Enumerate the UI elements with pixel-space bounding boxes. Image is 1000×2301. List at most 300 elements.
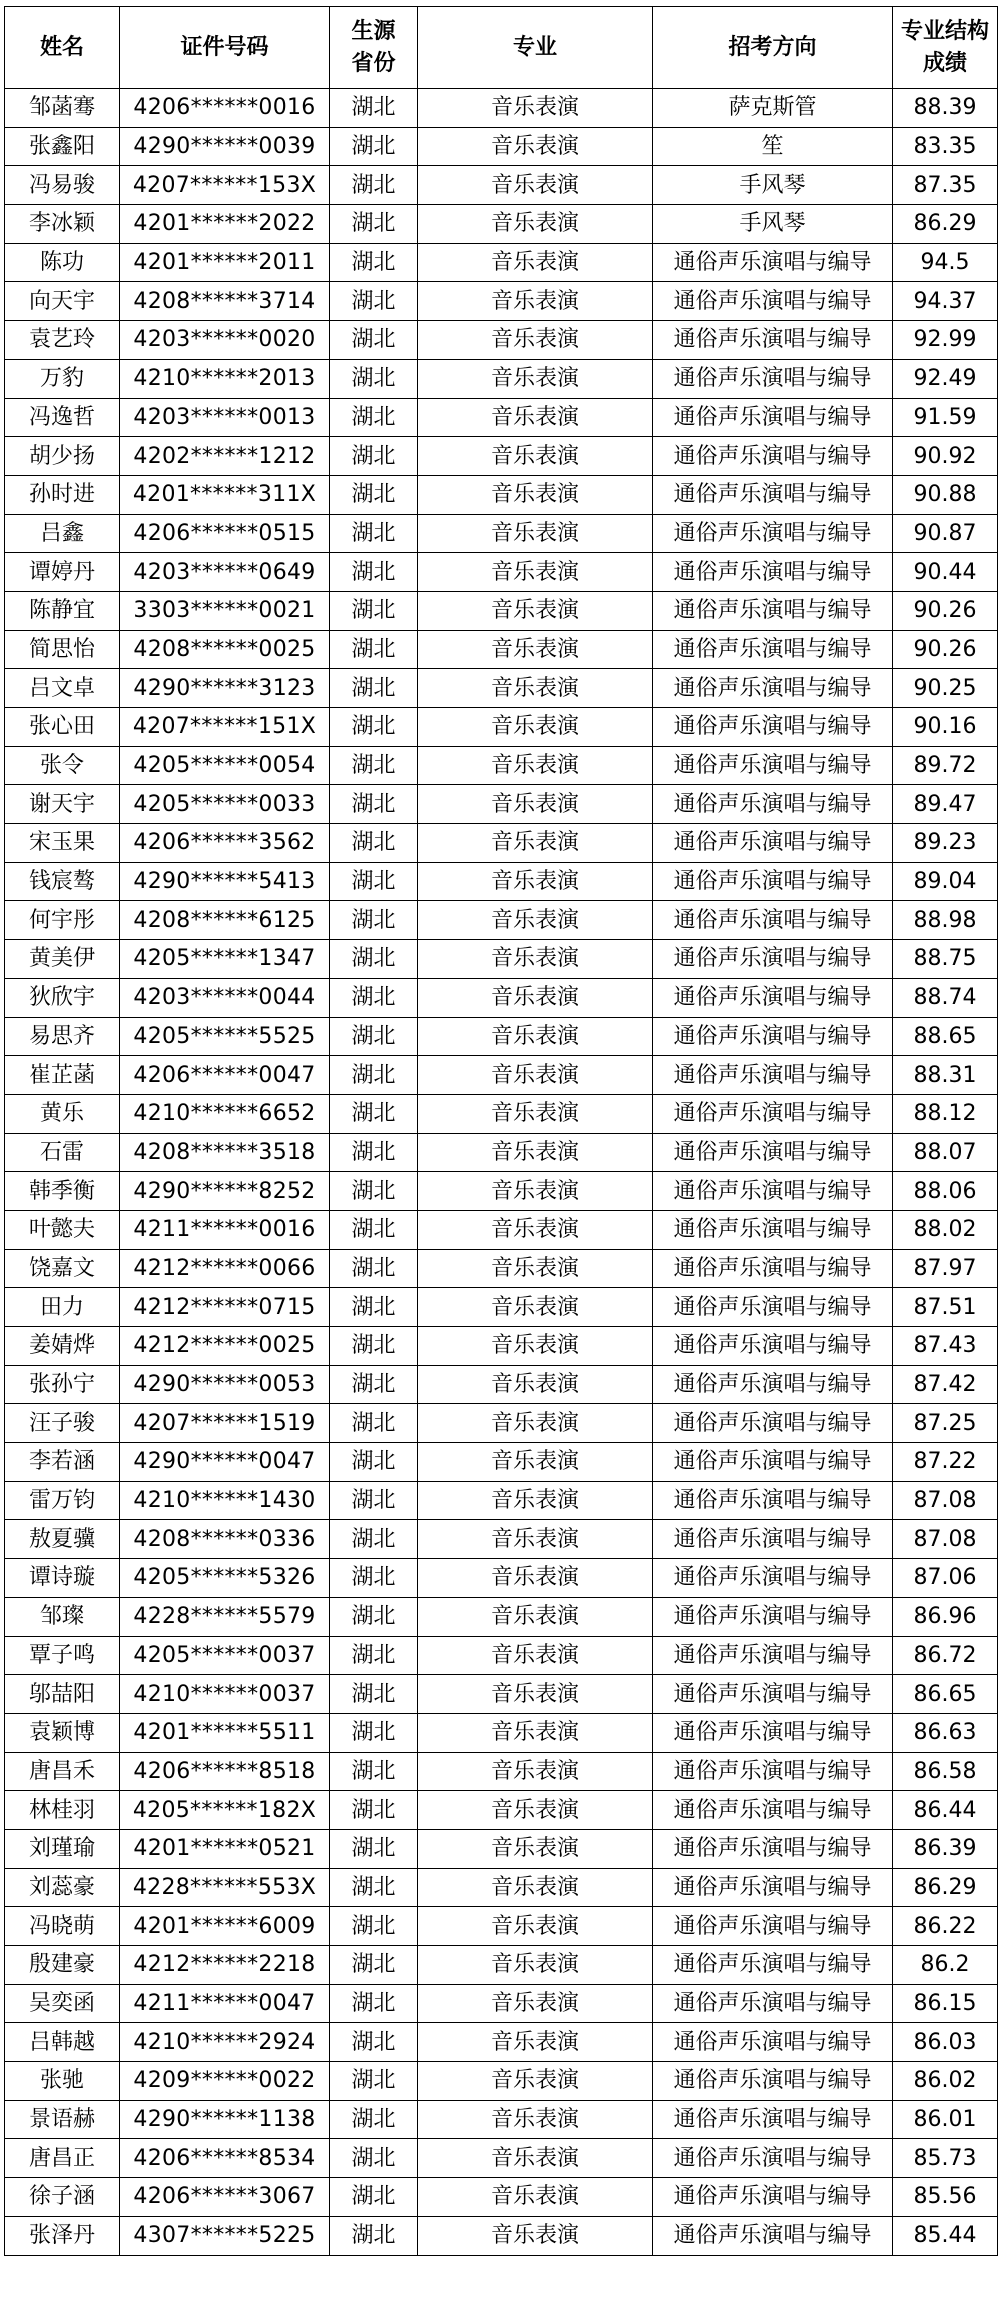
cell-score: 86.15 [893, 1984, 998, 2023]
cell-direction: 通俗声乐演唱与编导 [653, 1249, 893, 1288]
cell-name: 冯易骏 [5, 166, 120, 205]
cell-province: 湖北 [330, 1559, 418, 1598]
cell-direction: 通俗声乐演唱与编导 [653, 282, 893, 321]
table-row [5, 940, 998, 979]
table-row [5, 591, 998, 630]
cell-id: 4206******0047 [120, 1056, 330, 1095]
cell-name: 唐昌禾 [5, 1752, 120, 1791]
header-major: 专业 [418, 7, 653, 89]
cell-direction: 通俗声乐演唱与编导 [653, 243, 893, 282]
table-row [5, 359, 998, 398]
cell-province: 湖北 [330, 166, 418, 205]
cell-name: 向天宇 [5, 282, 120, 321]
cell-id: 4290******1138 [120, 2100, 330, 2139]
header-id: 证件号码 [120, 7, 330, 89]
table-row [5, 1133, 998, 1172]
cell-direction: 通俗声乐演唱与编导 [653, 1752, 893, 1791]
table-row [5, 1249, 998, 1288]
cell-name: 张泽丹 [5, 2216, 120, 2255]
cell-score: 94.5 [893, 243, 998, 282]
cell-id: 4205******0054 [120, 746, 330, 785]
cell-score: 86.63 [893, 1713, 998, 1752]
cell-score: 88.12 [893, 1094, 998, 1133]
header-score-line2: 成绩 [922, 50, 967, 76]
cell-major: 音乐表演 [418, 862, 653, 901]
cell-major: 音乐表演 [418, 1559, 653, 1598]
table-row [5, 1907, 998, 1946]
cell-name: 袁艺玲 [5, 321, 120, 360]
cell-id: 3303******0021 [120, 591, 330, 630]
cell-name: 黄美伊 [5, 940, 120, 979]
cell-score: 87.08 [893, 1481, 998, 1520]
cell-province: 湖北 [330, 514, 418, 553]
cell-major: 音乐表演 [418, 514, 653, 553]
table-row [5, 1404, 998, 1443]
cell-major: 音乐表演 [418, 746, 653, 785]
cell-score: 88.06 [893, 1172, 998, 1211]
cell-province: 湖北 [330, 1868, 418, 1907]
cell-major: 音乐表演 [418, 166, 653, 205]
cell-name: 谢天宇 [5, 785, 120, 824]
cell-name: 陈静宜 [5, 591, 120, 630]
cell-id: 4201******311X [120, 475, 330, 514]
table-row [5, 1791, 998, 1830]
cell-major: 音乐表演 [418, 824, 653, 863]
cell-score: 87.51 [893, 1288, 998, 1327]
cell-name: 石雷 [5, 1133, 120, 1172]
cell-score: 89.72 [893, 746, 998, 785]
cell-score: 86.72 [893, 1636, 998, 1675]
cell-major: 音乐表演 [418, 1984, 653, 2023]
table-row [5, 785, 998, 824]
table-row [5, 1636, 998, 1675]
cell-score: 87.43 [893, 1327, 998, 1366]
cell-score: 88.74 [893, 978, 998, 1017]
cell-name: 汪子骏 [5, 1404, 120, 1443]
cell-score: 85.56 [893, 2178, 998, 2217]
cell-major: 音乐表演 [418, 243, 653, 282]
table-body [5, 89, 998, 2256]
cell-id: 4201******6009 [120, 1907, 330, 1946]
cell-id: 4208******0025 [120, 630, 330, 669]
cell-id: 4290******0039 [120, 127, 330, 166]
cell-score: 92.99 [893, 321, 998, 360]
cell-direction: 通俗声乐演唱与编导 [653, 321, 893, 360]
cell-score: 86.2 [893, 1946, 998, 1985]
cell-direction: 通俗声乐演唱与编导 [653, 1288, 893, 1327]
cell-id: 4290******8252 [120, 1172, 330, 1211]
cell-score: 86.44 [893, 1791, 998, 1830]
cell-province: 湖北 [330, 1133, 418, 1172]
cell-score: 87.42 [893, 1365, 998, 1404]
cell-id: 4202******1212 [120, 437, 330, 476]
cell-score: 86.65 [893, 1675, 998, 1714]
cell-province: 湖北 [330, 1791, 418, 1830]
cell-province: 湖北 [330, 1907, 418, 1946]
cell-id: 4203******0649 [120, 553, 330, 592]
cell-province: 湖北 [330, 359, 418, 398]
cell-id: 4203******0013 [120, 398, 330, 437]
cell-province: 湖北 [330, 746, 418, 785]
cell-name: 饶嘉文 [5, 1249, 120, 1288]
cell-province: 湖北 [330, 475, 418, 514]
cell-score: 86.01 [893, 2100, 998, 2139]
cell-score: 87.08 [893, 1520, 998, 1559]
cell-id: 4203******0020 [120, 321, 330, 360]
cell-score: 89.04 [893, 862, 998, 901]
cell-score: 90.92 [893, 437, 998, 476]
table-row [5, 1365, 998, 1404]
header-score-line1: 专业结构 [900, 18, 989, 44]
cell-direction: 通俗声乐演唱与编导 [653, 2023, 893, 2062]
cell-score: 90.26 [893, 591, 998, 630]
cell-id: 4205******5326 [120, 1559, 330, 1598]
cell-id: 4208******0336 [120, 1520, 330, 1559]
cell-id: 4210******1430 [120, 1481, 330, 1520]
cell-major: 音乐表演 [418, 1094, 653, 1133]
cell-direction: 萨克斯管 [653, 89, 893, 128]
table-row [5, 127, 998, 166]
cell-score: 88.39 [893, 89, 998, 128]
table-row [5, 1443, 998, 1482]
cell-score: 86.29 [893, 1868, 998, 1907]
table-row [5, 901, 998, 940]
cell-direction: 通俗声乐演唱与编导 [653, 978, 893, 1017]
cell-id: 4208******3518 [120, 1133, 330, 1172]
cell-direction: 通俗声乐演唱与编导 [653, 862, 893, 901]
cell-name: 殷建豪 [5, 1946, 120, 1985]
cell-id: 4212******0066 [120, 1249, 330, 1288]
cell-name: 叶懿夫 [5, 1210, 120, 1249]
cell-score: 87.22 [893, 1443, 998, 1482]
cell-province: 湖北 [330, 978, 418, 1017]
cell-name: 徐子涵 [5, 2178, 120, 2217]
cell-major: 音乐表演 [418, 553, 653, 592]
cell-direction: 手风琴 [653, 205, 893, 244]
cell-major: 音乐表演 [418, 1946, 653, 1985]
cell-name: 张心田 [5, 708, 120, 747]
cell-province: 湖北 [330, 2062, 418, 2101]
cell-province: 湖北 [330, 2178, 418, 2217]
cell-major: 音乐表演 [418, 321, 653, 360]
cell-name: 万豹 [5, 359, 120, 398]
cell-id: 4206******3067 [120, 2178, 330, 2217]
table-row [5, 1597, 998, 1636]
cell-name: 宋玉果 [5, 824, 120, 863]
cell-province: 湖北 [330, 437, 418, 476]
cell-direction: 通俗声乐演唱与编导 [653, 1907, 893, 1946]
cell-score: 86.02 [893, 2062, 998, 2101]
table-row [5, 824, 998, 863]
table-row [5, 282, 998, 321]
cell-province: 湖北 [330, 1249, 418, 1288]
cell-id: 4208******3714 [120, 282, 330, 321]
cell-province: 湖北 [330, 1675, 418, 1714]
cell-direction: 通俗声乐演唱与编导 [653, 1404, 893, 1443]
cell-direction: 通俗声乐演唱与编导 [653, 1597, 893, 1636]
cell-direction: 通俗声乐演唱与编导 [653, 1984, 893, 2023]
table-row [5, 1829, 998, 1868]
cell-province: 湖北 [330, 282, 418, 321]
cell-major: 音乐表演 [418, 1056, 653, 1095]
cell-major: 音乐表演 [418, 1481, 653, 1520]
cell-id: 4228******553X [120, 1868, 330, 1907]
table-row [5, 553, 998, 592]
header-province-line1: 生源 [351, 18, 396, 44]
cell-province: 湖北 [330, 127, 418, 166]
cell-major: 音乐表演 [418, 1636, 653, 1675]
cell-name: 冯逸哲 [5, 398, 120, 437]
cell-major: 音乐表演 [418, 1133, 653, 1172]
cell-major: 音乐表演 [418, 1327, 653, 1366]
cell-direction: 通俗声乐演唱与编导 [653, 1210, 893, 1249]
table-row [5, 2023, 998, 2062]
cell-id: 4290******0053 [120, 1365, 330, 1404]
cell-score: 86.58 [893, 1752, 998, 1791]
cell-id: 4205******5525 [120, 1017, 330, 1056]
cell-score: 86.22 [893, 1907, 998, 1946]
cell-direction: 手风琴 [653, 166, 893, 205]
cell-name: 敖夏骥 [5, 1520, 120, 1559]
cell-direction: 通俗声乐演唱与编导 [653, 2139, 893, 2178]
cell-name: 景语赫 [5, 2100, 120, 2139]
cell-name: 易思齐 [5, 1017, 120, 1056]
cell-direction: 通俗声乐演唱与编导 [653, 2062, 893, 2101]
cell-direction: 通俗声乐演唱与编导 [653, 1791, 893, 1830]
cell-province: 湖北 [330, 1404, 418, 1443]
header-province-line2: 省份 [351, 50, 396, 76]
cell-major: 音乐表演 [418, 475, 653, 514]
cell-name: 张孙宁 [5, 1365, 120, 1404]
cell-id: 4307******5225 [120, 2216, 330, 2255]
table-row [5, 862, 998, 901]
table-row [5, 1675, 998, 1714]
cell-province: 湖北 [330, 1946, 418, 1985]
cell-id: 4201******2022 [120, 205, 330, 244]
cell-direction: 通俗声乐演唱与编导 [653, 398, 893, 437]
table-row [5, 1017, 998, 1056]
cell-direction: 通俗声乐演唱与编导 [653, 669, 893, 708]
cell-direction: 通俗声乐演唱与编导 [653, 708, 893, 747]
cell-name: 李冰颖 [5, 205, 120, 244]
cell-id: 4206******8534 [120, 2139, 330, 2178]
cell-id: 4209******0022 [120, 2062, 330, 2101]
cell-major: 音乐表演 [418, 1675, 653, 1714]
table-header-row [5, 7, 998, 89]
table-row [5, 978, 998, 1017]
table-row [5, 630, 998, 669]
cell-score: 90.16 [893, 708, 998, 747]
cell-direction: 通俗声乐演唱与编导 [653, 1675, 893, 1714]
cell-id: 4206******0016 [120, 89, 330, 128]
cell-province: 湖北 [330, 2100, 418, 2139]
table-row [5, 2139, 998, 2178]
cell-name: 刘瑾瑜 [5, 1829, 120, 1868]
table-row [5, 475, 998, 514]
cell-score: 89.47 [893, 785, 998, 824]
cell-score: 86.03 [893, 2023, 998, 2062]
cell-id: 4205******0037 [120, 1636, 330, 1675]
cell-id: 4290******3123 [120, 669, 330, 708]
cell-province: 湖北 [330, 553, 418, 592]
cell-score: 83.35 [893, 127, 998, 166]
cell-major: 音乐表演 [418, 2139, 653, 2178]
cell-name: 唐昌正 [5, 2139, 120, 2178]
cell-major: 音乐表演 [418, 1172, 653, 1211]
cell-direction: 通俗声乐演唱与编导 [653, 1365, 893, 1404]
cell-id: 4205******1347 [120, 940, 330, 979]
cell-score: 90.25 [893, 669, 998, 708]
cell-major: 音乐表演 [418, 785, 653, 824]
cell-score: 91.59 [893, 398, 998, 437]
cell-direction: 通俗声乐演唱与编导 [653, 746, 893, 785]
cell-major: 音乐表演 [418, 940, 653, 979]
cell-name: 张令 [5, 746, 120, 785]
cell-id: 4201******2011 [120, 243, 330, 282]
table-row [5, 1288, 998, 1327]
header-province [330, 7, 418, 89]
table-row [5, 398, 998, 437]
cell-major: 音乐表演 [418, 398, 653, 437]
cell-score: 90.26 [893, 630, 998, 669]
cell-province: 湖北 [330, 785, 418, 824]
cell-major: 音乐表演 [418, 89, 653, 128]
cell-score: 87.06 [893, 1559, 998, 1598]
cell-direction: 通俗声乐演唱与编导 [653, 1713, 893, 1752]
cell-major: 音乐表演 [418, 2062, 653, 2101]
cell-name: 狄欣宇 [5, 978, 120, 1017]
cell-name: 吕韩越 [5, 2023, 120, 2062]
cell-score: 89.23 [893, 824, 998, 863]
cell-direction: 通俗声乐演唱与编导 [653, 1133, 893, 1172]
cell-id: 4228******5579 [120, 1597, 330, 1636]
cell-province: 湖北 [330, 1481, 418, 1520]
cell-id: 4203******0044 [120, 978, 330, 1017]
cell-major: 音乐表演 [418, 708, 653, 747]
cell-id: 4201******5511 [120, 1713, 330, 1752]
cell-id: 4212******2218 [120, 1946, 330, 1985]
cell-name: 雷万钧 [5, 1481, 120, 1520]
cell-score: 88.75 [893, 940, 998, 979]
cell-direction: 通俗声乐演唱与编导 [653, 1559, 893, 1598]
cell-major: 音乐表演 [418, 1907, 653, 1946]
cell-major: 音乐表演 [418, 1791, 653, 1830]
cell-major: 音乐表演 [418, 1713, 653, 1752]
cell-direction: 通俗声乐演唱与编导 [653, 359, 893, 398]
cell-direction: 通俗声乐演唱与编导 [653, 437, 893, 476]
cell-major: 音乐表演 [418, 1443, 653, 1482]
cell-province: 湖北 [330, 1597, 418, 1636]
cell-score: 90.44 [893, 553, 998, 592]
cell-name: 吕文卓 [5, 669, 120, 708]
cell-id: 4290******0047 [120, 1443, 330, 1482]
cell-score: 90.88 [893, 475, 998, 514]
table-row [5, 1481, 998, 1520]
cell-id: 4212******0025 [120, 1327, 330, 1366]
table-row [5, 1056, 998, 1095]
cell-score: 88.65 [893, 1017, 998, 1056]
table-row [5, 166, 998, 205]
cell-name: 邬喆阳 [5, 1675, 120, 1714]
cell-direction: 通俗声乐演唱与编导 [653, 1481, 893, 1520]
cell-major: 音乐表演 [418, 1017, 653, 1056]
cell-province: 湖北 [330, 1365, 418, 1404]
cell-id: 4212******0715 [120, 1288, 330, 1327]
cell-id: 4211******0047 [120, 1984, 330, 2023]
cell-id: 4205******0033 [120, 785, 330, 824]
cell-major: 音乐表演 [418, 282, 653, 321]
cell-score: 88.98 [893, 901, 998, 940]
cell-direction: 通俗声乐演唱与编导 [653, 553, 893, 592]
table-row [5, 746, 998, 785]
cell-direction: 通俗声乐演唱与编导 [653, 1829, 893, 1868]
cell-direction: 通俗声乐演唱与编导 [653, 1520, 893, 1559]
cell-direction: 通俗声乐演唱与编导 [653, 514, 893, 553]
table-row [5, 205, 998, 244]
cell-direction: 通俗声乐演唱与编导 [653, 940, 893, 979]
table-row [5, 321, 998, 360]
cell-major: 音乐表演 [418, 1249, 653, 1288]
cell-major: 音乐表演 [418, 1868, 653, 1907]
cell-direction: 通俗声乐演唱与编导 [653, 1636, 893, 1675]
cell-province: 湖北 [330, 1520, 418, 1559]
cell-province: 湖北 [330, 901, 418, 940]
cell-name: 胡少扬 [5, 437, 120, 476]
cell-score: 86.39 [893, 1829, 998, 1868]
cell-major: 音乐表演 [418, 1829, 653, 1868]
cell-major: 音乐表演 [418, 2216, 653, 2255]
cell-major: 音乐表演 [418, 669, 653, 708]
cell-major: 音乐表演 [418, 205, 653, 244]
cell-province: 湖北 [330, 398, 418, 437]
cell-province: 湖北 [330, 1636, 418, 1675]
cell-major: 音乐表演 [418, 630, 653, 669]
cell-id: 4201******0521 [120, 1829, 330, 1868]
cell-name: 冯晓萌 [5, 1907, 120, 1946]
cell-major: 音乐表演 [418, 901, 653, 940]
cell-score: 87.25 [893, 1404, 998, 1443]
cell-name: 张驰 [5, 2062, 120, 2101]
cell-name: 邹菡骞 [5, 89, 120, 128]
cell-province: 湖北 [330, 824, 418, 863]
table-row [5, 1868, 998, 1907]
cell-name: 简思怡 [5, 630, 120, 669]
cell-province: 湖北 [330, 940, 418, 979]
table-row [5, 1713, 998, 1752]
cell-province: 湖北 [330, 1017, 418, 1056]
table-row [5, 669, 998, 708]
cell-score: 86.96 [893, 1597, 998, 1636]
cell-name: 张鑫阳 [5, 127, 120, 166]
cell-name: 田力 [5, 1288, 120, 1327]
cell-province: 湖北 [330, 708, 418, 747]
cell-score: 85.73 [893, 2139, 998, 2178]
cell-major: 音乐表演 [418, 1520, 653, 1559]
cell-major: 音乐表演 [418, 2100, 653, 2139]
cell-direction: 通俗声乐演唱与编导 [653, 2178, 893, 2217]
table-row [5, 437, 998, 476]
cell-major: 音乐表演 [418, 1404, 653, 1443]
cell-province: 湖北 [330, 1713, 418, 1752]
table-row [5, 243, 998, 282]
cell-major: 音乐表演 [418, 591, 653, 630]
cell-major: 音乐表演 [418, 2178, 653, 2217]
header-name: 姓名 [5, 7, 120, 89]
admission-score-table [4, 6, 998, 2256]
cell-province: 湖北 [330, 1172, 418, 1211]
cell-name: 何宇彤 [5, 901, 120, 940]
cell-province: 湖北 [330, 1327, 418, 1366]
